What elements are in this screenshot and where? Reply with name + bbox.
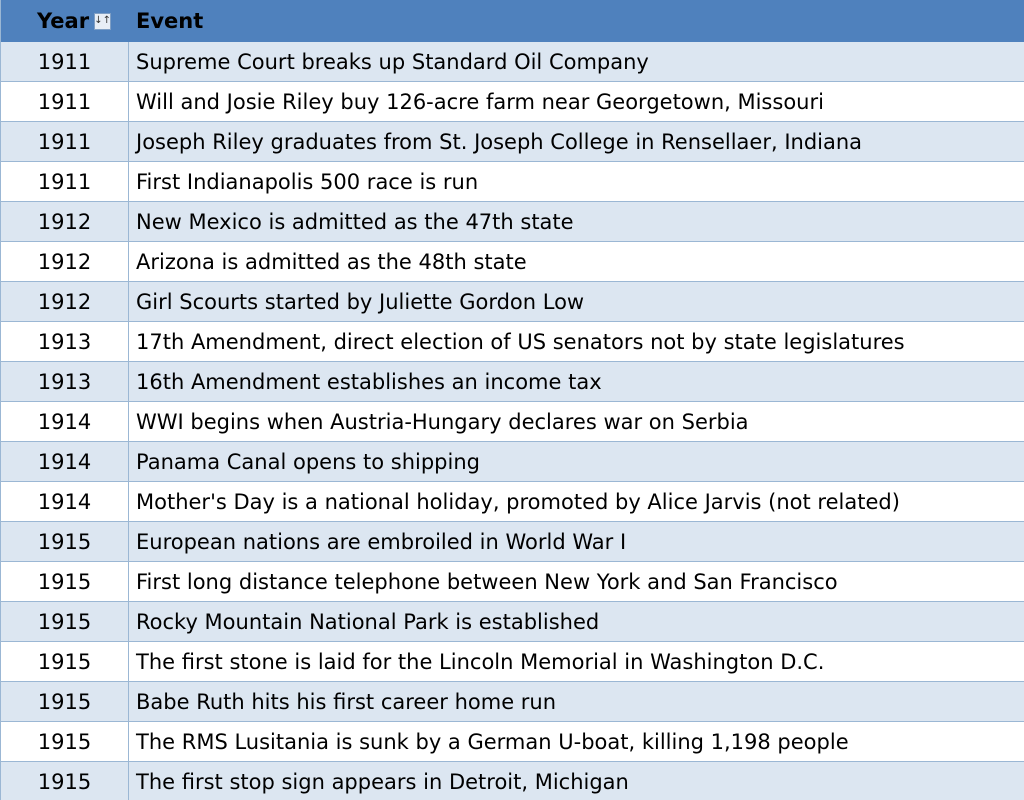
event-cell[interactable]: European nations are embroiled in World War I <box>136 529 627 554</box>
event-cell[interactable]: First Indianapolis 500 race is run <box>136 169 479 194</box>
year-cell[interactable]: 1913 <box>1 322 129 361</box>
event-cell[interactable]: The RMS Lusitania is sunk by a German U-boat, killing 1,198 people <box>136 729 849 754</box>
event-cell[interactable]: Rocky Mountain National Park is established <box>136 609 600 634</box>
table-row[interactable] <box>1 362 1024 402</box>
year-cell[interactable]: 1915 <box>1 682 129 721</box>
table-row[interactable] <box>1 642 1024 682</box>
table-row[interactable] <box>1 722 1024 762</box>
event-cell[interactable]: The first stone is laid for the Lincoln Memorial in Washington D.C. <box>136 649 825 674</box>
year-cell[interactable]: 1912 <box>1 242 129 281</box>
year-cell[interactable]: 1911 <box>1 82 129 121</box>
table-row[interactable] <box>1 162 1024 202</box>
event-cell[interactable]: First long distance telephone between New York and San Francisco <box>136 569 838 594</box>
event-cell[interactable]: Panama Canal opens to shipping <box>136 449 480 474</box>
table-row[interactable] <box>1 82 1024 122</box>
table-row[interactable] <box>1 602 1024 642</box>
year-column-header[interactable] <box>1 9 129 33</box>
event-cell[interactable]: 16th Amendment establishes an income tax <box>136 369 602 394</box>
table-row[interactable] <box>1 242 1024 282</box>
year-cell[interactable]: 1915 <box>1 642 129 681</box>
event-cell[interactable]: WWI begins when Austria-Hungary declares war on Serbia <box>136 409 749 434</box>
year-header-label: Year <box>37 9 90 33</box>
year-cell[interactable]: 1915 <box>1 762 129 800</box>
year-cell[interactable]: 1914 <box>1 402 129 441</box>
sort-ascending-filter-icon[interactable]: ↓↑ <box>94 13 111 30</box>
table-row[interactable] <box>1 122 1024 162</box>
table-row[interactable] <box>1 522 1024 562</box>
event-cell[interactable]: Girl Scourts started by Juliette Gordon Low <box>136 289 585 314</box>
event-cell[interactable]: Mother's Day is a national holiday, promoted by Alice Jarvis (not related) <box>136 489 900 514</box>
event-cell[interactable]: Will and Josie Riley buy 126-acre farm near Georgetown, Missouri <box>136 89 824 114</box>
event-header-label: Event <box>136 9 204 33</box>
table-row[interactable] <box>1 562 1024 602</box>
event-cell[interactable]: Babe Ruth hits his first career home run <box>136 689 557 714</box>
table-body <box>1 42 1024 800</box>
year-cell[interactable]: 1914 <box>1 442 129 481</box>
year-cell[interactable]: 1915 <box>1 602 129 641</box>
year-cell[interactable]: 1913 <box>1 362 129 401</box>
event-cell[interactable]: The first stop sign appears in Detroit, Michigan <box>136 769 629 794</box>
table-row[interactable] <box>1 282 1024 322</box>
year-cell[interactable]: 1915 <box>1 722 129 761</box>
event-column-header[interactable] <box>129 9 1024 33</box>
table-row[interactable] <box>1 482 1024 522</box>
event-cell[interactable]: Joseph Riley graduates from St. Joseph College in Rensellaer, Indiana <box>136 129 863 154</box>
table-row[interactable] <box>1 322 1024 362</box>
table-row[interactable] <box>1 42 1024 82</box>
table-row[interactable] <box>1 762 1024 800</box>
year-cell[interactable]: 1911 <box>1 162 129 201</box>
table-row[interactable] <box>1 402 1024 442</box>
event-cell[interactable]: New Mexico is admitted as the 47th state <box>136 209 574 234</box>
table-row[interactable] <box>1 202 1024 242</box>
year-cell[interactable]: 1911 <box>1 42 129 81</box>
table-row[interactable] <box>1 682 1024 722</box>
year-cell[interactable]: 1914 <box>1 482 129 521</box>
year-cell[interactable]: 1915 <box>1 562 129 601</box>
event-cell[interactable]: Supreme Court breaks up Standard Oil Company <box>136 49 649 74</box>
year-cell[interactable]: 1915 <box>1 522 129 561</box>
event-cell[interactable]: 17th Amendment, direct election of US senators not by state legislatures <box>136 329 905 354</box>
year-cell[interactable]: 1911 <box>1 122 129 161</box>
year-cell[interactable]: 1912 <box>1 282 129 321</box>
table-row[interactable] <box>1 442 1024 482</box>
table-header-row <box>1 0 1024 42</box>
year-cell[interactable]: 1912 <box>1 202 129 241</box>
event-cell[interactable]: Arizona is admitted as the 48th state <box>136 249 527 274</box>
